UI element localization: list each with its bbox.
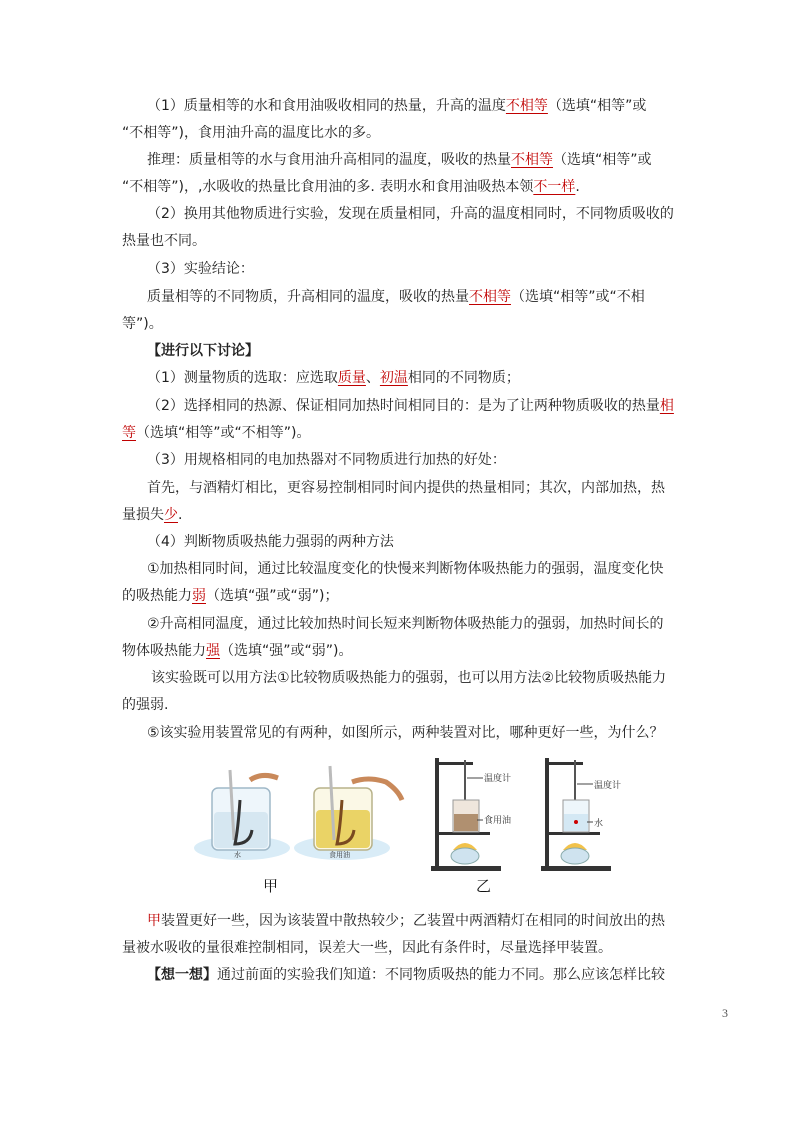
figure-label-oil: 食用油 bbox=[329, 851, 350, 859]
text-line-14: （3）用规格相同的电加热器对不同物质进行加热的好处： bbox=[147, 452, 506, 468]
figure-label-thermometer-1: 温度计 bbox=[484, 774, 512, 784]
text-line-27: 【想一想】通过前面的实验我们知道：不同物质吸热的能力不同。那么应该怎样比较 bbox=[147, 967, 665, 983]
text-line-1: （1）质量相等的水和食用油吸收相同的热量，升高的温度不相等（选填“相等”或 bbox=[147, 98, 647, 114]
answer-blank: 强 bbox=[206, 643, 220, 659]
text-line-21: 物体吸热能力强（选填“强”或“弱”)。 bbox=[122, 643, 353, 659]
text-line-4: “不相等”)，,水吸收的热量比食用油的多. 表明水和食用油吸热本领不一样. bbox=[122, 179, 580, 195]
answer-blank: 不一样 bbox=[533, 179, 576, 195]
beaker-heater-figure bbox=[190, 760, 420, 870]
text-line-5: （2）换用其他物质进行实验，发现在质量相同，升高的温度相同时，不同物质吸收的 bbox=[147, 206, 674, 222]
text-line-24: ⑤该实验用装置常见的有两种，如图所示，两种装置对比，哪种更好一些，为什么？ bbox=[147, 725, 664, 741]
answer-blank: 相 bbox=[659, 398, 674, 414]
section-heading: 【进行以下讨论】 bbox=[147, 343, 259, 359]
answer-blank: 初温 bbox=[379, 370, 408, 386]
answer-blank: 少 bbox=[164, 507, 178, 523]
answer-blank: 弱 bbox=[192, 588, 206, 604]
text-line-9: 等”)。 bbox=[122, 316, 163, 332]
text-line-26: 量被水吸收的量很难控制相同，误差大一些，因此有条件时，尽量选择甲装置。 bbox=[122, 940, 612, 956]
answer-blank: 甲 bbox=[147, 913, 161, 929]
caption-yi: 乙 bbox=[476, 877, 492, 895]
text-line-12: （2）选择相同的热源、保证相同加热时间相同目的：是为了让两种物质吸收的热量相 bbox=[147, 398, 674, 414]
text-line-25: 甲装置更好一些，因为该装置中散热较少；乙装置中两酒精灯在相同的时间放出的热 bbox=[147, 913, 665, 929]
text-line-16: 量损失少. bbox=[122, 507, 183, 523]
figure-label-oil-2: 食用油 bbox=[484, 816, 512, 826]
text-line-23: 的强弱. bbox=[122, 697, 169, 713]
text-line-17: （4）判断物质吸热能力强弱的两种方法 bbox=[147, 534, 394, 550]
figure-label-thermometer-2: 温度计 bbox=[594, 781, 622, 791]
answer-blank: 不相等 bbox=[505, 98, 548, 114]
answer-blank: 不相等 bbox=[511, 152, 553, 168]
answer-blank: 不相等 bbox=[469, 289, 511, 305]
text-line-19: 的吸热能力弱（选填“强”或“弱”)； bbox=[122, 588, 339, 604]
answer-blank: 等 bbox=[122, 425, 136, 441]
figure-label-water: 水 bbox=[234, 851, 241, 859]
text-line-13: 等（选填“相等”或“不相等”)。 bbox=[122, 425, 311, 441]
figure-label-water-2: 水 bbox=[594, 819, 604, 829]
caption-jia: 甲 bbox=[263, 877, 279, 895]
text-line-6: 热量也不同。 bbox=[122, 233, 206, 249]
page-number: 3 bbox=[722, 1006, 728, 1020]
text-line-8: 质量相等的不同物质，升高相同的温度，吸收的热量不相等（选填“相等”或“不相 bbox=[147, 289, 645, 305]
text-line-7: （3）实验结论： bbox=[147, 261, 254, 277]
text-line-2: “不相等”)，食用油升高的温度比水的多。 bbox=[122, 125, 380, 141]
text-line-18: ①加热相同时间，通过比较温度变化的快慢来判断物体吸热能力的强弱，温度变化快 bbox=[147, 561, 664, 577]
alcohol-lamp-figure bbox=[425, 750, 655, 875]
text-line-15: 首先，与酒精灯相比，更容易控制相同时间内提供的热量相同；其次，内部加热，热 bbox=[147, 480, 665, 496]
text-line-3: 推理：质量相等的水与食用油升高相同的温度，吸收的热量不相等（选填“相等”或 bbox=[147, 152, 652, 168]
text-line-22: 该实验既可以用方法①比较物质吸热能力的强弱，也可以用方法②比较物质吸热能力 bbox=[151, 670, 667, 686]
text-line-20: ②升高相同温度，通过比较加热时间长短来判断物体吸热能力的强弱，加热时间长的 bbox=[147, 616, 664, 632]
answer-blank: 质量 bbox=[337, 370, 366, 386]
text-line-11: （1）测量物质的选取：应选取质量、初温相同的不同物质； bbox=[147, 370, 520, 386]
